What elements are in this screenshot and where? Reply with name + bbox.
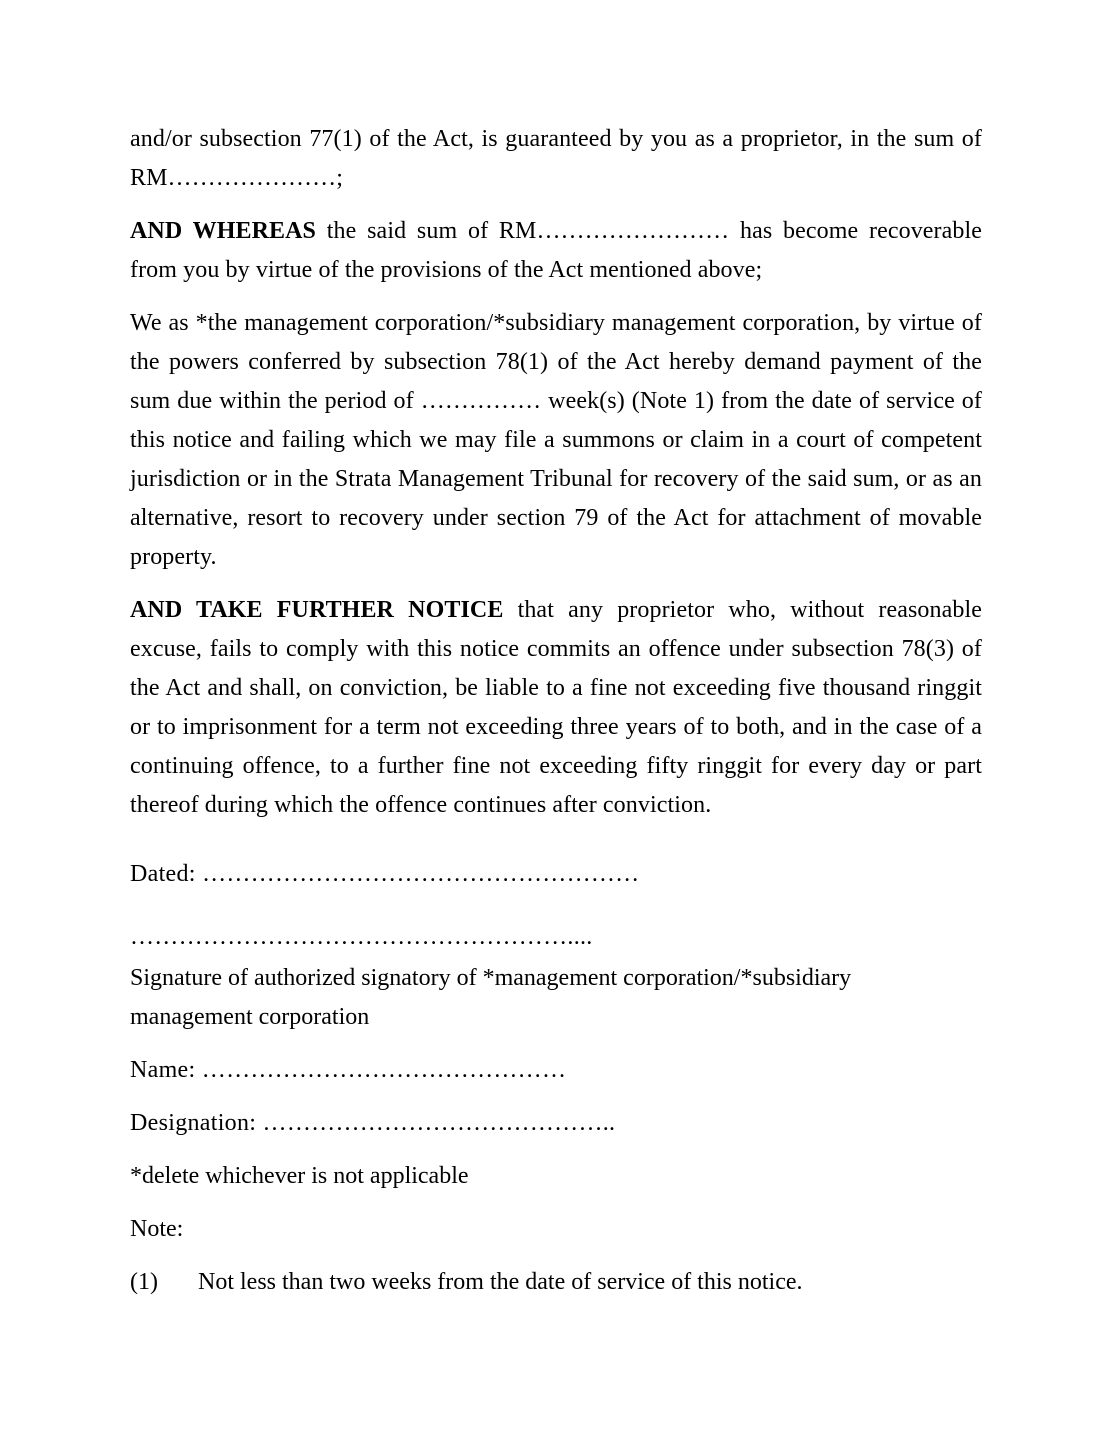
- name-field: Name: ………………………………………: [130, 1057, 567, 1083]
- signature-caption: Signature of authorized signatory of *management corporation/*subsidiary management corporation: [130, 965, 852, 1030]
- take-further-notice-body: that any proprietor who, without reasonable excuse, fails to comply with this notice commits an offence under subsection 78(3) of the Act and shall, on conviction, be liable to a fine not exceeding five thousand ringgit or to imprisonment for a term not exceeding three years of to both, and in the case of a continuing offence, to a further fine not exceeding fifty ringgit for every day or part thereof during which the offence continues after conviction.: [130, 597, 982, 818]
- note-number: (1): [130, 1269, 158, 1295]
- and-whereas-body: the said sum of RM…………………… has become recoverable from you by virtue of the provisions of the Act mentioned above;: [130, 218, 983, 283]
- note-heading: Note:: [130, 1216, 184, 1242]
- designation-field: Designation: ……………………………………..: [130, 1110, 616, 1136]
- block-spacer: [130, 839, 982, 855]
- paragraph-take-further-notice: [130, 591, 982, 825]
- dated-field: Dated: ………………………………………………: [130, 861, 640, 887]
- note-list-item: [130, 1263, 982, 1302]
- document-body: [130, 120, 982, 1302]
- paragraph-sum-guaranteed: and/or subsection 77(1) of the Act, is guaranteed by you as a proprietor, in the sum of RM…………………;: [130, 126, 982, 191]
- paragraph-demand-payment: We as *the management corporation/*subsidiary management corporation, by virtue of the powers conferred by subsection 78(1) of the Act hereby demand payment of the sum due within the period of …………… week(s) (Note 1) from the date of service of this notice and failing which we may file a summons or claim in a court of competent jurisdiction or in the Strata Management Tribunal for recovery of the said sum, or as an alternative, resort to recovery under section 79 of the Act for attachment of movable property.: [130, 310, 982, 570]
- signature-spacer: [130, 908, 982, 918]
- delete-whichever-note: *delete whichever is not applicable: [130, 1163, 469, 1189]
- signature-rule: ………………………………………………....: [130, 924, 593, 950]
- take-further-notice-lead: AND TAKE FURTHER NOTICE: [130, 597, 504, 623]
- and-whereas-lead: AND WHEREAS: [130, 218, 317, 244]
- paragraph-and-whereas: [130, 212, 982, 290]
- note-text: Not less than two weeks from the date of service of this notice.: [198, 1269, 803, 1295]
